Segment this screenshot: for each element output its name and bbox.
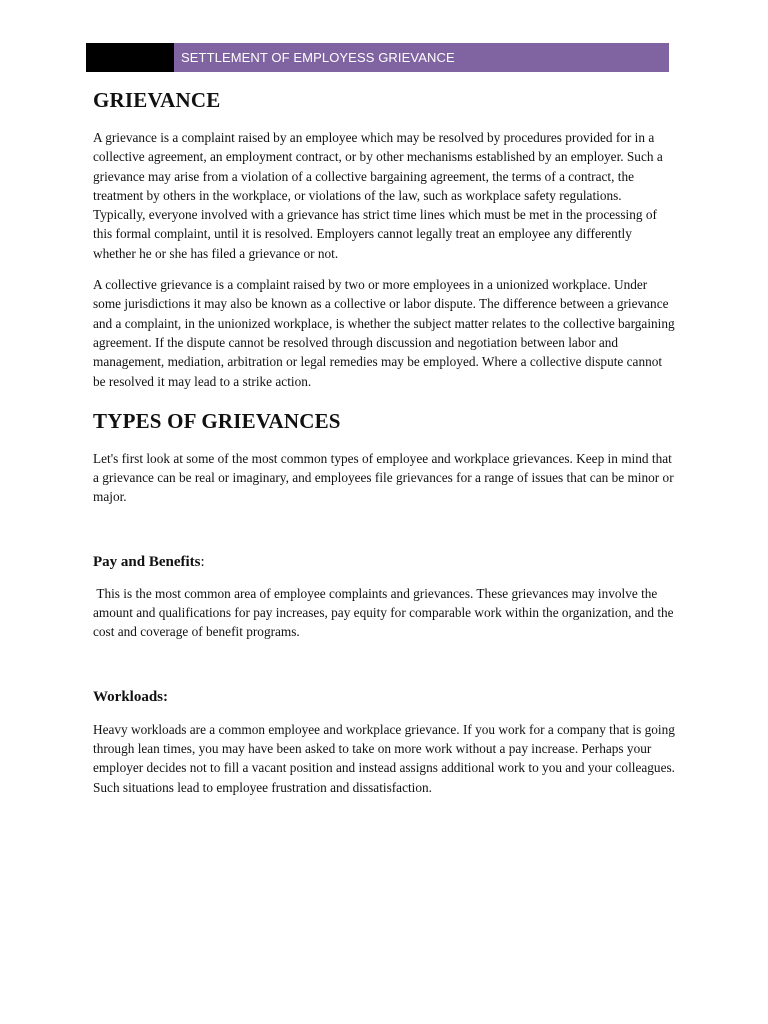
workloads-paragraph: Heavy workloads are a common employee and workplace grievance. If you work for a company that is going through lean times, you may have been asked to take on more work without a pay increase. Perhaps your employer decides not to fill a vacant position and instead assigns additional work to you and your colleagues. Such situations lead to employee frustration and dissatisfaction. bbox=[93, 721, 675, 795]
types-heading: TYPES OF GRIEVANCES bbox=[93, 408, 341, 433]
pay-benefits-heading-text: Pay and Benefits bbox=[93, 553, 201, 570]
workloads-heading: Workloads: bbox=[93, 688, 169, 705]
grievance-paragraph-2: A collective grievance is a complaint raised by two or more employees in a unionized workplace. Under some jurisdictions it may also be known as a collective or labor dispute. The difference between a grievance and a complaint, in the unionized workplace, is whether the subject matter relates to the collective bargaining agreement. If the dispute cannot be resolved through discussion and negotiation between labor and management, mediation, arbitration or legal remedies may be employed. Where a collective dispute cannot be resolved it may lead to a strike action. bbox=[93, 277, 675, 389]
pay-benefits-heading bbox=[93, 552, 677, 572]
pay-benefits-paragraph: This is the most common area of employee complaints and grievances. These grievances may involve the amount and qualifications for pay increases, pay equity for comparable work within the organization, and the cost and coverage of benefit programs. bbox=[93, 585, 677, 640]
types-intro-paragraph: Let's first look at some of the most common types of employee and workplace grievances. Keep in mind that a grievance can be real or imaginary, and employees file grievances for a range of issues that can be minor or major. bbox=[93, 450, 674, 505]
document-body bbox=[93, 86, 677, 797]
pay-benefits-colon: : bbox=[200, 553, 205, 570]
header-title: SETTLEMENT OF EMPLOYESS GRIEVANCE bbox=[174, 43, 669, 72]
header-black-block bbox=[86, 43, 174, 72]
grievance-heading: GRIEVANCE bbox=[93, 88, 221, 112]
document-header-bar bbox=[86, 43, 669, 72]
grievance-paragraph-1: A grievance is a complaint raised by an employee which may be resolved by procedures provided for in a collective agreement, an employment contract, or by other mechanisms established by an employer. Such a grievance may arise from a violation of a collective bargaining agreement, the terms of a contract, the treatment by others in the workplace, or violations of the law, such as workplace safety regulations. Typically, everyone involved with a grievance has strict time lines which must be met in the processing of this formal complaint, until it is resolved. Employers cannot legally treat an employee any differently whether he or she has filed a grievance or not. bbox=[93, 130, 663, 261]
